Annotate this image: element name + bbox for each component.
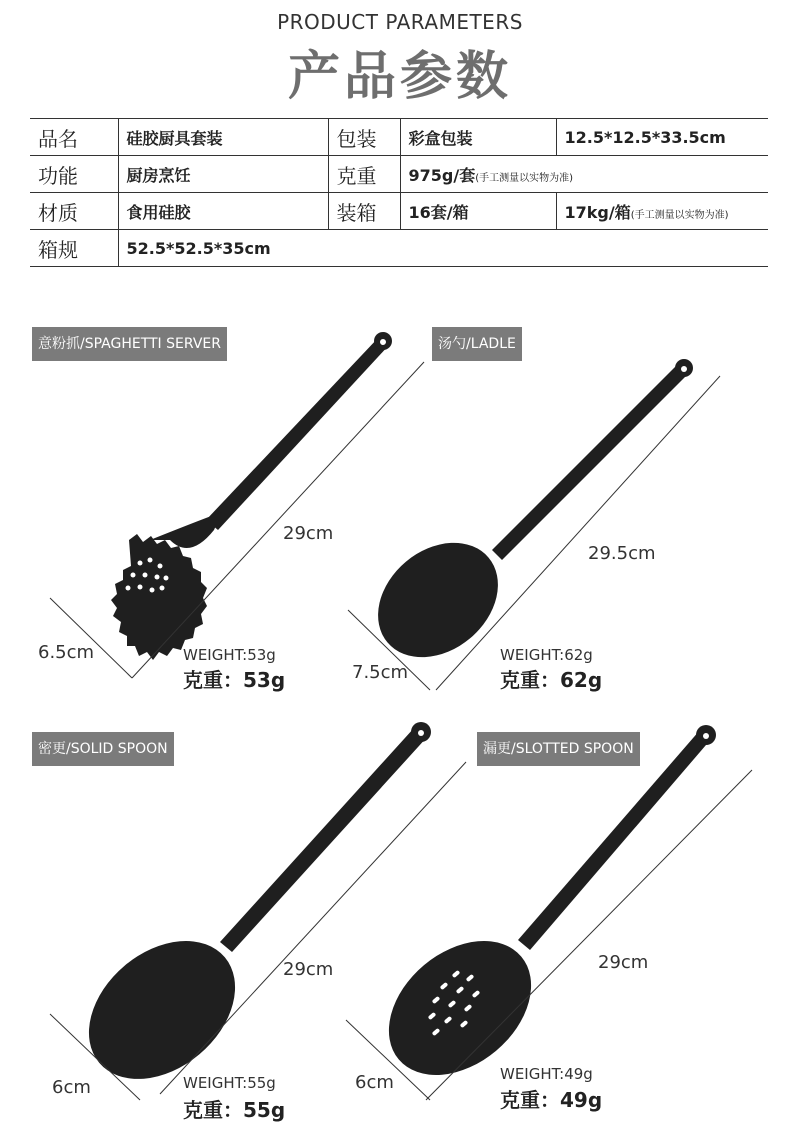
width-label: 6cm — [52, 1077, 91, 1098]
weight-cn: 克重：53g — [183, 668, 286, 692]
length-label: 29cm — [598, 952, 649, 973]
spec-label: 箱规 — [30, 230, 118, 267]
weight-en: WEIGHT:49g — [500, 1065, 593, 1083]
weight-en: WEIGHT:55g — [183, 1074, 276, 1092]
weight-cn: 克重：55g — [183, 1098, 286, 1122]
spaghetti-server-illustration — [111, 332, 392, 660]
title-cn: 产品参数 — [287, 47, 512, 107]
product-tag: 漏更/SLOTTED SPOON — [477, 732, 640, 766]
spec-label: 克重 — [328, 156, 400, 193]
spec-value: 52.5*52.5*35cm — [118, 230, 768, 267]
spec-label: 装箱 — [328, 193, 400, 230]
weight-en: WEIGHT:62g — [500, 646, 593, 664]
spec-value: 厨房烹饪 — [118, 156, 328, 193]
solid-spoon-illustration — [62, 722, 431, 1107]
spec-label: 品名 — [30, 119, 118, 156]
title-en: PRODUCT PARAMETERS — [277, 10, 523, 34]
width-label: 7.5cm — [352, 662, 409, 683]
spec-value: 彩盒包装 — [400, 119, 556, 156]
length-label: 29.5cm — [588, 543, 656, 564]
spec-label: 材质 — [30, 193, 118, 230]
product-tag: 密更/SOLID SPOON — [32, 732, 174, 766]
length-label: 29cm — [283, 959, 334, 980]
spec-value: 12.5*12.5*33.5cm — [556, 119, 768, 156]
product-tag: 意粉抓/SPAGHETTI SERVER — [32, 327, 227, 361]
product-tag: 汤勺/LADLE — [432, 327, 522, 361]
weight-cn: 克重：62g — [500, 668, 603, 692]
weight-en: WEIGHT:53g — [183, 646, 276, 664]
spec-value: 硅胶厨具套装 — [118, 119, 328, 156]
width-label: 6cm — [355, 1072, 394, 1093]
weight-cn: 克重：49g — [500, 1088, 603, 1112]
width-label: 6.5cm — [38, 642, 95, 663]
slotted-spoon-illustration — [363, 725, 716, 1102]
length-label: 29cm — [283, 523, 334, 544]
spec-value: 16套/箱 — [400, 193, 556, 230]
spec-value: 食用硅胶 — [118, 193, 328, 230]
spec-label: 功能 — [30, 156, 118, 193]
spec-label: 包装 — [328, 119, 400, 156]
spec-note: (手工测量以实物为准) — [475, 172, 574, 184]
spec-note: (手工测量以实物为准) — [630, 209, 729, 221]
spec-value-main: 17kg/箱 — [564, 202, 631, 222]
spec-value-main: 975g/套 — [408, 165, 476, 185]
ladle-illustration — [355, 359, 693, 681]
